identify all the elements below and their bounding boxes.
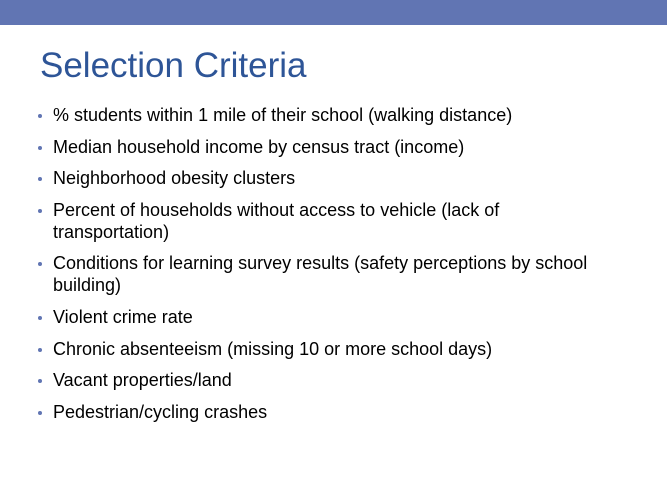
list-item-text: Pedestrian/cycling crashes — [53, 401, 268, 422]
list-item-text: % students within 1 mile of their school (walking distance) — [53, 105, 513, 125]
list-item-text: Percent of households without access to vehicle (lack of transportation) — [53, 199, 500, 242]
list-item-text: Conditions for learning survey results (safety perceptions by school building) — [53, 253, 588, 296]
bullet-icon — [38, 262, 42, 266]
list-item — [38, 401, 628, 423]
list-item — [38, 104, 628, 126]
list-item-text: Violent crime rate — [53, 306, 193, 327]
bullet-icon — [38, 316, 42, 320]
list-item — [38, 167, 628, 189]
list-item — [38, 338, 628, 360]
bullet-icon — [38, 146, 42, 150]
criteria-list — [38, 104, 628, 432]
bullet-icon — [38, 411, 42, 415]
list-item-text: Neighborhood obesity clusters — [53, 168, 296, 189]
bullet-icon — [38, 348, 42, 352]
bullet-icon — [38, 114, 42, 118]
bullet-icon — [38, 177, 42, 181]
bullet-icon — [38, 209, 42, 213]
list-item — [38, 306, 628, 328]
list-item — [38, 136, 628, 158]
list-item-text: Chronic absenteeism (missing 10 or more school days) — [53, 338, 493, 359]
list-item — [38, 252, 628, 296]
bullet-icon — [38, 379, 42, 383]
slide-title: Selection Criteria — [40, 46, 307, 85]
list-item-text: Vacant properties/land — [53, 370, 232, 391]
list-item — [38, 369, 628, 391]
list-item — [38, 199, 628, 243]
list-item-text: Median household income by census tract (income) — [53, 136, 465, 157]
header-bar — [0, 0, 667, 25]
